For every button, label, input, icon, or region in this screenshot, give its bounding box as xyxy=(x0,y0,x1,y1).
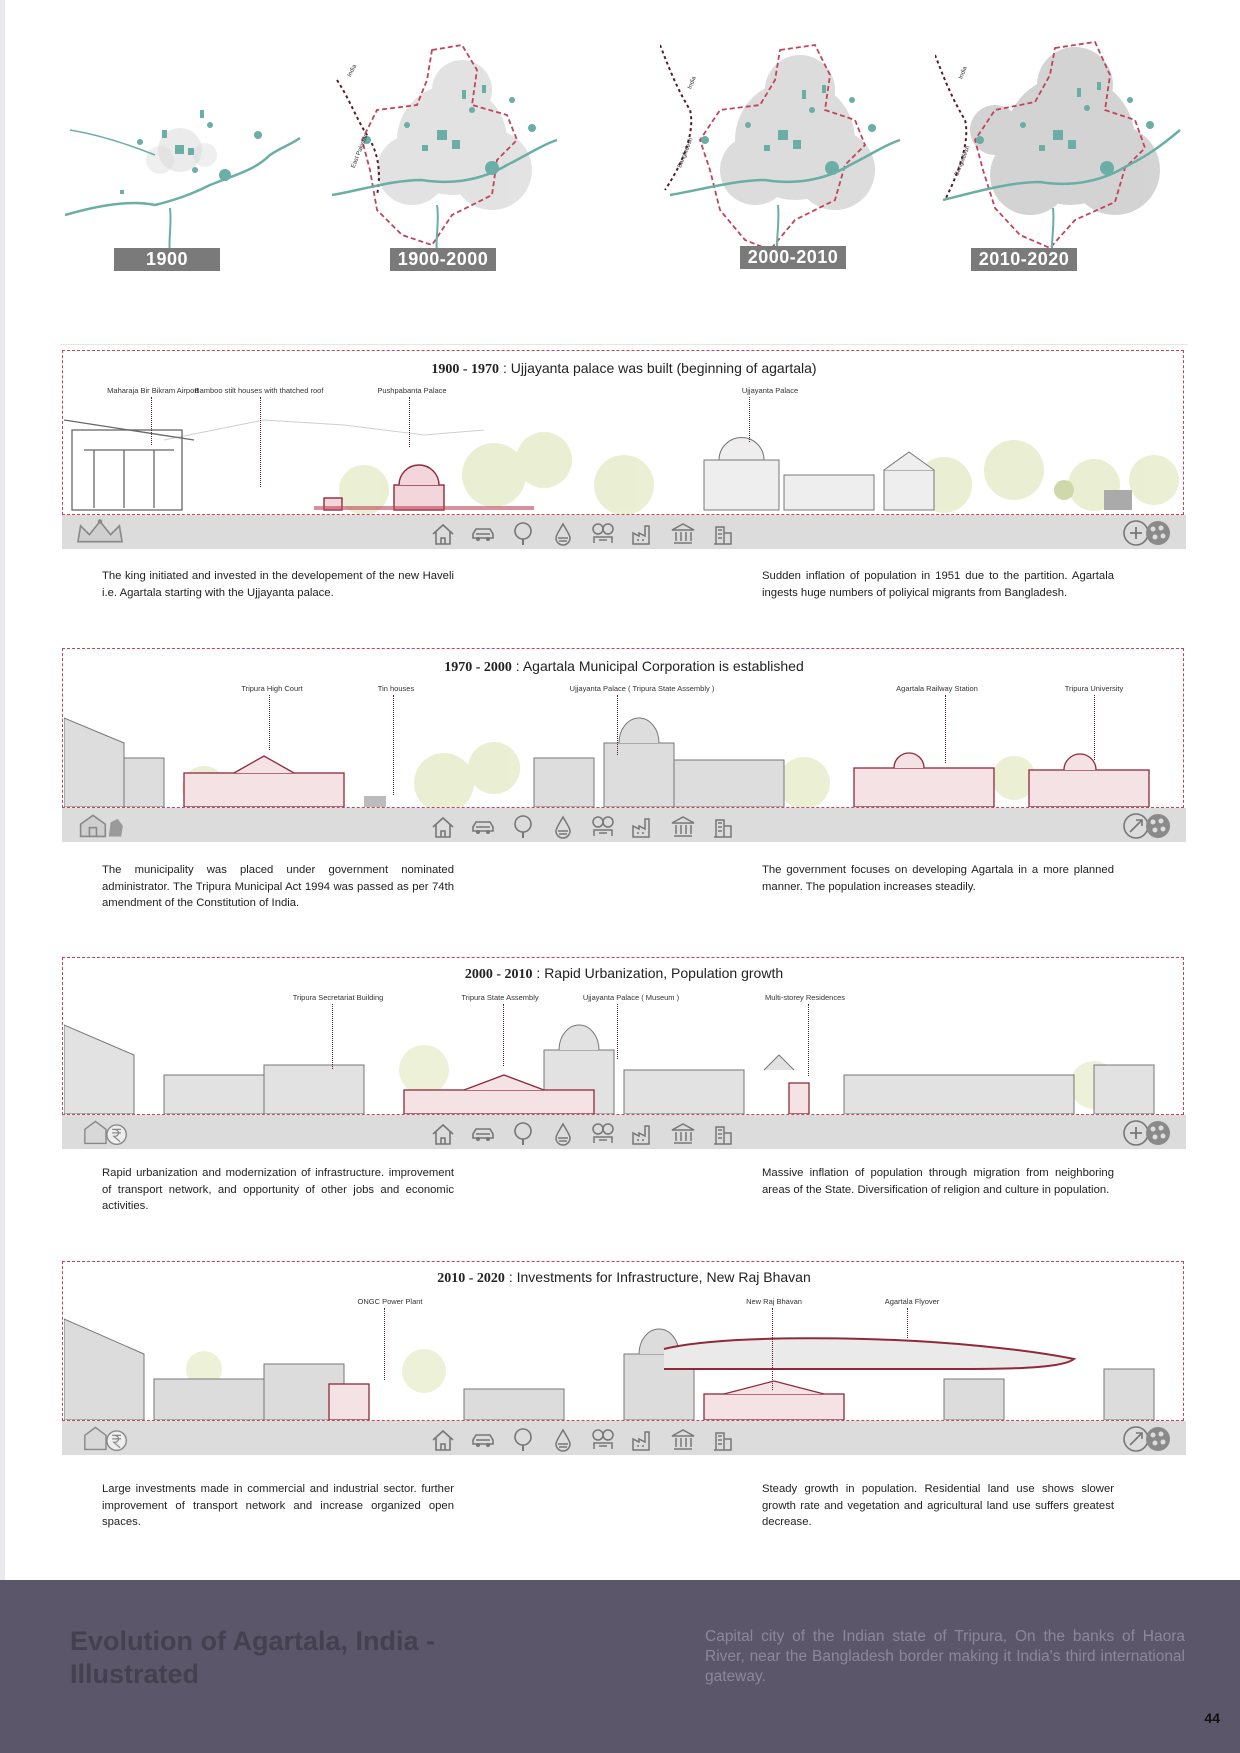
landmark-tag: Tin houses xyxy=(377,684,415,693)
plus-population-icon xyxy=(1122,518,1174,548)
tree-icon xyxy=(510,521,536,547)
map-1900-2000 xyxy=(322,30,592,290)
map-year-label: 1900 xyxy=(114,248,220,271)
tree-icon xyxy=(510,1427,536,1453)
water-drop-icon xyxy=(550,1121,576,1147)
plus-population-icon xyxy=(1122,1118,1174,1148)
section-years: 1970 - 2000 xyxy=(444,660,512,675)
section-heading: : Rapid Urbanization, Population growth xyxy=(532,965,784,981)
footer-title: Evolution of Agartala, India - Illustrated xyxy=(70,1626,436,1689)
section-left-text: The municipality was placed under government nominated administrator. The Tripura Municipal Act 1994 was passed as per 74th amendment of the Constitution of India. xyxy=(102,864,454,909)
landmark-tag: ONGC Power Plant xyxy=(357,1297,423,1306)
section-title xyxy=(62,965,1186,983)
section-title xyxy=(62,658,1186,676)
water-drop-icon xyxy=(550,521,576,547)
industry-icon xyxy=(630,1121,656,1147)
ground-strip xyxy=(62,515,1186,549)
landmark-leader xyxy=(503,1004,504,1066)
landmark-leader xyxy=(749,397,750,442)
landmark-leader xyxy=(1094,695,1095,760)
skyline-illustration xyxy=(64,1299,1184,1420)
ground-strip xyxy=(62,808,1186,842)
water-drop-icon xyxy=(550,814,576,840)
map-2000-2010 xyxy=(660,30,930,290)
ground-strip xyxy=(62,1115,1186,1149)
commercial-building-icon xyxy=(710,1121,736,1147)
growth-population-icon xyxy=(1122,811,1174,841)
landmark-leader xyxy=(260,397,261,487)
commercial-building-icon xyxy=(710,814,736,840)
government-building-icon xyxy=(670,814,696,840)
footer xyxy=(0,1580,1240,1753)
government-building-icon xyxy=(670,1121,696,1147)
tree-icon xyxy=(510,1121,536,1147)
rupee-house-icon xyxy=(76,1117,136,1147)
healthcare-icon xyxy=(590,1427,616,1453)
house-icon xyxy=(430,1121,456,1147)
landmark-leader xyxy=(617,1004,618,1059)
map-2010-2020-drawing xyxy=(935,30,1205,260)
landmark-leader xyxy=(409,397,410,447)
car-icon xyxy=(470,1427,496,1453)
landmark-tag: Maharaja Bir Bikram Airport xyxy=(107,386,199,395)
landmark-leader xyxy=(151,397,152,445)
section-title xyxy=(62,1269,1186,1287)
rupee-house-icon xyxy=(76,1423,136,1453)
landmark-tag: Tripura State Assembly xyxy=(461,993,539,1002)
crown-icon xyxy=(70,517,130,547)
section-left-text: Large investments made in commercial and industrial sector. further improvement of transport network and increase organized open spaces. xyxy=(102,1483,454,1528)
footer-description: Capital city of the Indian state of Tripura, On the banks of Haora River, near the Bangladesh border making it India's third international gateway. xyxy=(705,1628,1185,1685)
house-icon xyxy=(430,814,456,840)
landmark-tag: Tripura University xyxy=(1064,684,1124,693)
landmark-leader xyxy=(384,1308,385,1380)
landmark-tag: Agartala Flyover xyxy=(884,1297,940,1306)
industry-icon xyxy=(630,1427,656,1453)
map-year-label: 2010-2020 xyxy=(971,248,1077,271)
landmark-tag: New Raj Bhavan xyxy=(746,1297,802,1306)
car-icon xyxy=(470,521,496,547)
landmark-tag: Tripura High Court xyxy=(241,684,303,693)
map-1900-drawing xyxy=(60,30,310,260)
section-heading: : Ujjayanta palace was built (beginning of agartala) xyxy=(499,360,817,376)
healthcare-icon xyxy=(590,521,616,547)
skyline-illustration xyxy=(64,995,1184,1114)
border-label: India xyxy=(687,75,698,91)
border-label: India xyxy=(958,65,969,81)
skyline-illustration xyxy=(64,688,1184,807)
landmark-tag: Agartala Railway Station xyxy=(896,684,978,693)
section-right-text: The government focuses on developing Agartala in a more planned manner. The population increases steadily. xyxy=(762,864,1114,893)
section-right-text: Sudden inflation of population in 1951 due to the partition. Agartala ingests huge numbers of poliyical migrants from Bangladesh. xyxy=(762,570,1114,599)
map-year-label: 2000-2010 xyxy=(740,246,846,269)
car-icon xyxy=(470,1121,496,1147)
tree-icon xyxy=(510,814,536,840)
border-label: East Pakistan xyxy=(350,132,370,170)
growth-maps xyxy=(60,30,1200,320)
landmark-tag: Bamboo stilt houses with thatched roof xyxy=(194,386,324,395)
section-left-text: The king initiated and invested in the developement of the new Haveli i.e. Agartala starting with the Ujjayanta palace. xyxy=(102,570,454,599)
landmark-leader xyxy=(393,695,394,795)
government-building-icon xyxy=(670,521,696,547)
section-years: 2000 - 2010 xyxy=(464,967,533,982)
municipal-icon xyxy=(70,810,130,840)
healthcare-icon xyxy=(590,814,616,840)
map-1900 xyxy=(60,30,310,290)
car-icon xyxy=(470,814,496,840)
border-label: Bangladesh xyxy=(954,145,972,177)
landmark-tag: Ujjayanta Palace ( Museum ) xyxy=(582,993,680,1002)
ground-strip xyxy=(62,1421,1186,1455)
page-number: 44 xyxy=(1204,1710,1220,1726)
landmark-tag: Ujjayanta Palace xyxy=(741,386,799,395)
landmark-tag: Tripura Secretariat Building xyxy=(292,993,384,1002)
government-building-icon xyxy=(670,1427,696,1453)
section-heading: : Agartala Municipal Corporation is established xyxy=(511,658,804,674)
house-icon xyxy=(430,521,456,547)
section-left-text: Rapid urbanization and modernization of infrastructure. improvement of transport network, and opportunity of other jobs and economic activities. xyxy=(102,1167,454,1212)
landmark-leader xyxy=(269,695,270,750)
industry-icon xyxy=(630,521,656,547)
landmark-leader xyxy=(808,1004,809,1076)
growth-population-icon xyxy=(1122,1424,1174,1454)
landmark-leader xyxy=(772,1308,773,1390)
border-label: India xyxy=(346,63,359,79)
commercial-building-icon xyxy=(710,521,736,547)
map-2010-2020 xyxy=(935,30,1205,290)
landmark-tag: Pushpabanta Palace xyxy=(377,386,447,395)
skyline-illustration xyxy=(64,390,1184,514)
divider xyxy=(60,344,1188,345)
section-heading: : Investments for Infrastructure, New Raj Bhavan xyxy=(504,1269,811,1285)
left-margin-bar xyxy=(0,0,5,1580)
section-right-text: Steady growth in population. Residential land use shows slower growth rate and vegetation and agricultural land use suffers greatest decrease. xyxy=(762,1483,1114,1528)
healthcare-icon xyxy=(590,1121,616,1147)
landmark-leader xyxy=(907,1308,908,1338)
water-drop-icon xyxy=(550,1427,576,1453)
commercial-building-icon xyxy=(710,1427,736,1453)
landmark-tag: Multi-storey Residences xyxy=(764,993,846,1002)
section-title xyxy=(62,360,1186,378)
border-label: Bangladesh xyxy=(677,137,695,169)
landmark-leader xyxy=(332,1004,333,1069)
industry-icon xyxy=(630,814,656,840)
section-right-text: Massive inflation of population through migration from neighboring areas of the State. Diversification of religion and culture in population. xyxy=(762,1167,1114,1196)
map-2000-2010-drawing xyxy=(660,30,930,260)
section-years: 2010 - 2020 xyxy=(437,1271,505,1286)
landmark-leader xyxy=(945,695,946,763)
house-icon xyxy=(430,1427,456,1453)
section-years: 1900 - 1970 xyxy=(431,362,500,377)
map-year-label: 1900-2000 xyxy=(390,248,496,271)
landmark-leader xyxy=(617,695,618,755)
landmark-tag: Ujjayanta Palace ( Tripura State Assembly ) xyxy=(569,684,715,693)
